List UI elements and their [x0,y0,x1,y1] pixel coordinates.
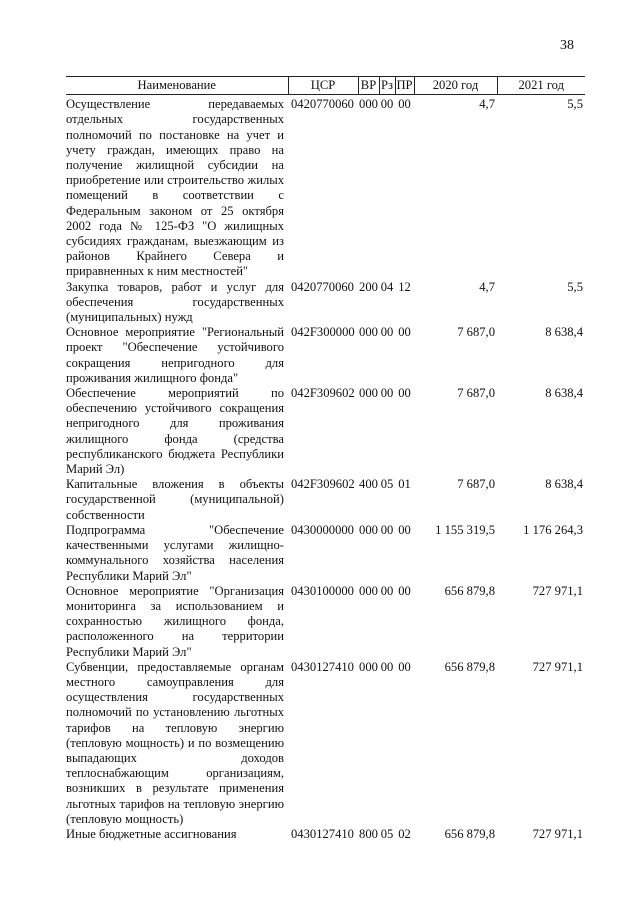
header-2021: 2021 год [497,77,585,95]
row-vr: 000 [359,325,378,340]
table-row [66,95,585,280]
row-name: Основное мероприятие "Региональный проект "Обеспечение устойчивого сокращения непригодного для проживания жилищного фонда" [66,325,284,385]
row-2020: 4,7 [479,279,495,294]
row-2020: 7 687,0 [457,325,495,340]
header-rz: Рз [379,77,395,95]
row-vr: 000 [359,386,378,401]
row-name: Закупка товаров, работ и услуг для обеспечения государственных (муниципальных) нужд [66,279,284,325]
header-name: Наименование [66,77,288,95]
row-2020: 656 879,8 [444,659,495,674]
row-rz: 00 [380,583,394,598]
header-2020: 2020 год [414,77,497,95]
table-row [66,660,585,827]
row-rz: 00 [380,659,394,674]
table-row [66,386,585,477]
row-csr: 0420770060 [291,97,354,112]
table-row [66,584,585,660]
row-2021: 1 176 264,3 [523,522,583,537]
row-csr: 0430127410 [291,826,354,841]
row-csr: 0420770060 [291,279,354,294]
row-2021: 5,5 [567,97,583,112]
row-csr: 0430000000 [291,522,354,537]
table-row [66,523,585,584]
row-2020: 7 687,0 [457,477,495,492]
row-pr: 00 [398,522,411,537]
row-vr: 000 [359,659,378,674]
row-csr: 0430100000 [291,583,354,598]
row-2020: 7 687,0 [457,386,495,401]
row-rz: 05 [380,477,394,492]
row-name: Основное мероприятие "Организация мониторинга за использованием и сохранностью жилищного фонда, расположенного на территории Республики Марий Эл" [66,583,284,659]
row-2021: 727 971,1 [532,583,583,598]
row-rz: 00 [380,97,394,112]
row-pr: 00 [398,583,411,598]
row-name: Подпрограмма "Обеспечение качественными услугами жилищно-коммунального хозяйства населения Республики Марий Эл" [66,522,284,583]
row-2021: 727 971,1 [532,826,583,841]
budget-table [66,76,585,842]
row-name: Обеспечение мероприятий по обеспечению устойчивого сокращения непригодного для проживания жилищного фонда (средства республиканского бюджета Республики Марий Эл) [66,386,284,477]
header-vr: ВР [358,77,379,95]
table-body [66,95,585,842]
row-pr: 12 [398,279,411,294]
row-2021: 727 971,1 [532,659,583,674]
table-row [66,325,585,386]
row-2021: 8 638,4 [545,325,583,340]
row-vr: 800 [359,826,378,841]
row-name: Иные бюджетные ассигнования [66,826,237,841]
row-2020: 4,7 [479,97,495,112]
row-csr: 042F309602 [291,477,355,492]
row-pr: 00 [398,97,411,112]
row-name: Осуществление передаваемых отдельных государственных полномочий по постановке на учет и учету граждан, имеющих право на получение жилищной субсидии на приобретение или строительство жилых помещений в соответствии с Федеральным законом от 25 октября 2002 года № 125-ФЗ "О жилищных субсидиях гражданам, выезжающим из районов Крайнего Севера и приравненных к ним местностей" [66,97,284,279]
table-header [66,77,585,95]
row-2021: 8 638,4 [545,477,583,492]
row-vr: 400 [359,477,378,492]
row-pr: 00 [398,659,411,674]
row-2020: 656 879,8 [444,583,495,598]
row-2021: 5,5 [567,279,583,294]
table-row [66,477,585,523]
row-csr: 042F309602 [291,386,355,401]
row-csr: 042F300000 [291,325,355,340]
row-name: Капитальные вложения в объекты государственной (муниципальной) собственности [66,477,284,522]
row-rz: 00 [380,522,394,537]
row-vr: 000 [359,97,378,112]
row-csr: 0430127410 [291,659,354,674]
row-rz: 00 [380,325,394,340]
page-number: 38 [560,38,574,53]
row-rz: 04 [380,279,394,294]
row-vr: 000 [359,522,378,537]
row-pr: 01 [398,477,411,492]
row-2021: 8 638,4 [545,386,583,401]
row-rz: 05 [380,826,394,841]
table-row [66,280,585,326]
row-2020: 656 879,8 [444,826,495,841]
row-name: Субвенции, предоставляемые органам местного самоуправления для осуществления государственных полномочий по установлению льготных тарифов на тепловую энергию (тепловую мощность) и по возмещению выпадающих доходов теплоснабжающим организациям, возникших в результате применения льготных тарифов на тепловую энергию (тепловую мощность) [66,659,284,826]
row-pr: 02 [398,826,411,841]
row-2020: 1 155 319,5 [435,522,495,537]
row-vr: 200 [359,279,378,294]
header-csr: ЦСР [288,77,358,95]
row-pr: 00 [398,386,411,401]
row-rz: 00 [380,386,394,401]
row-vr: 000 [359,583,378,598]
table-row [66,827,585,842]
row-pr: 00 [398,325,411,340]
header-pr: ПР [395,77,414,95]
